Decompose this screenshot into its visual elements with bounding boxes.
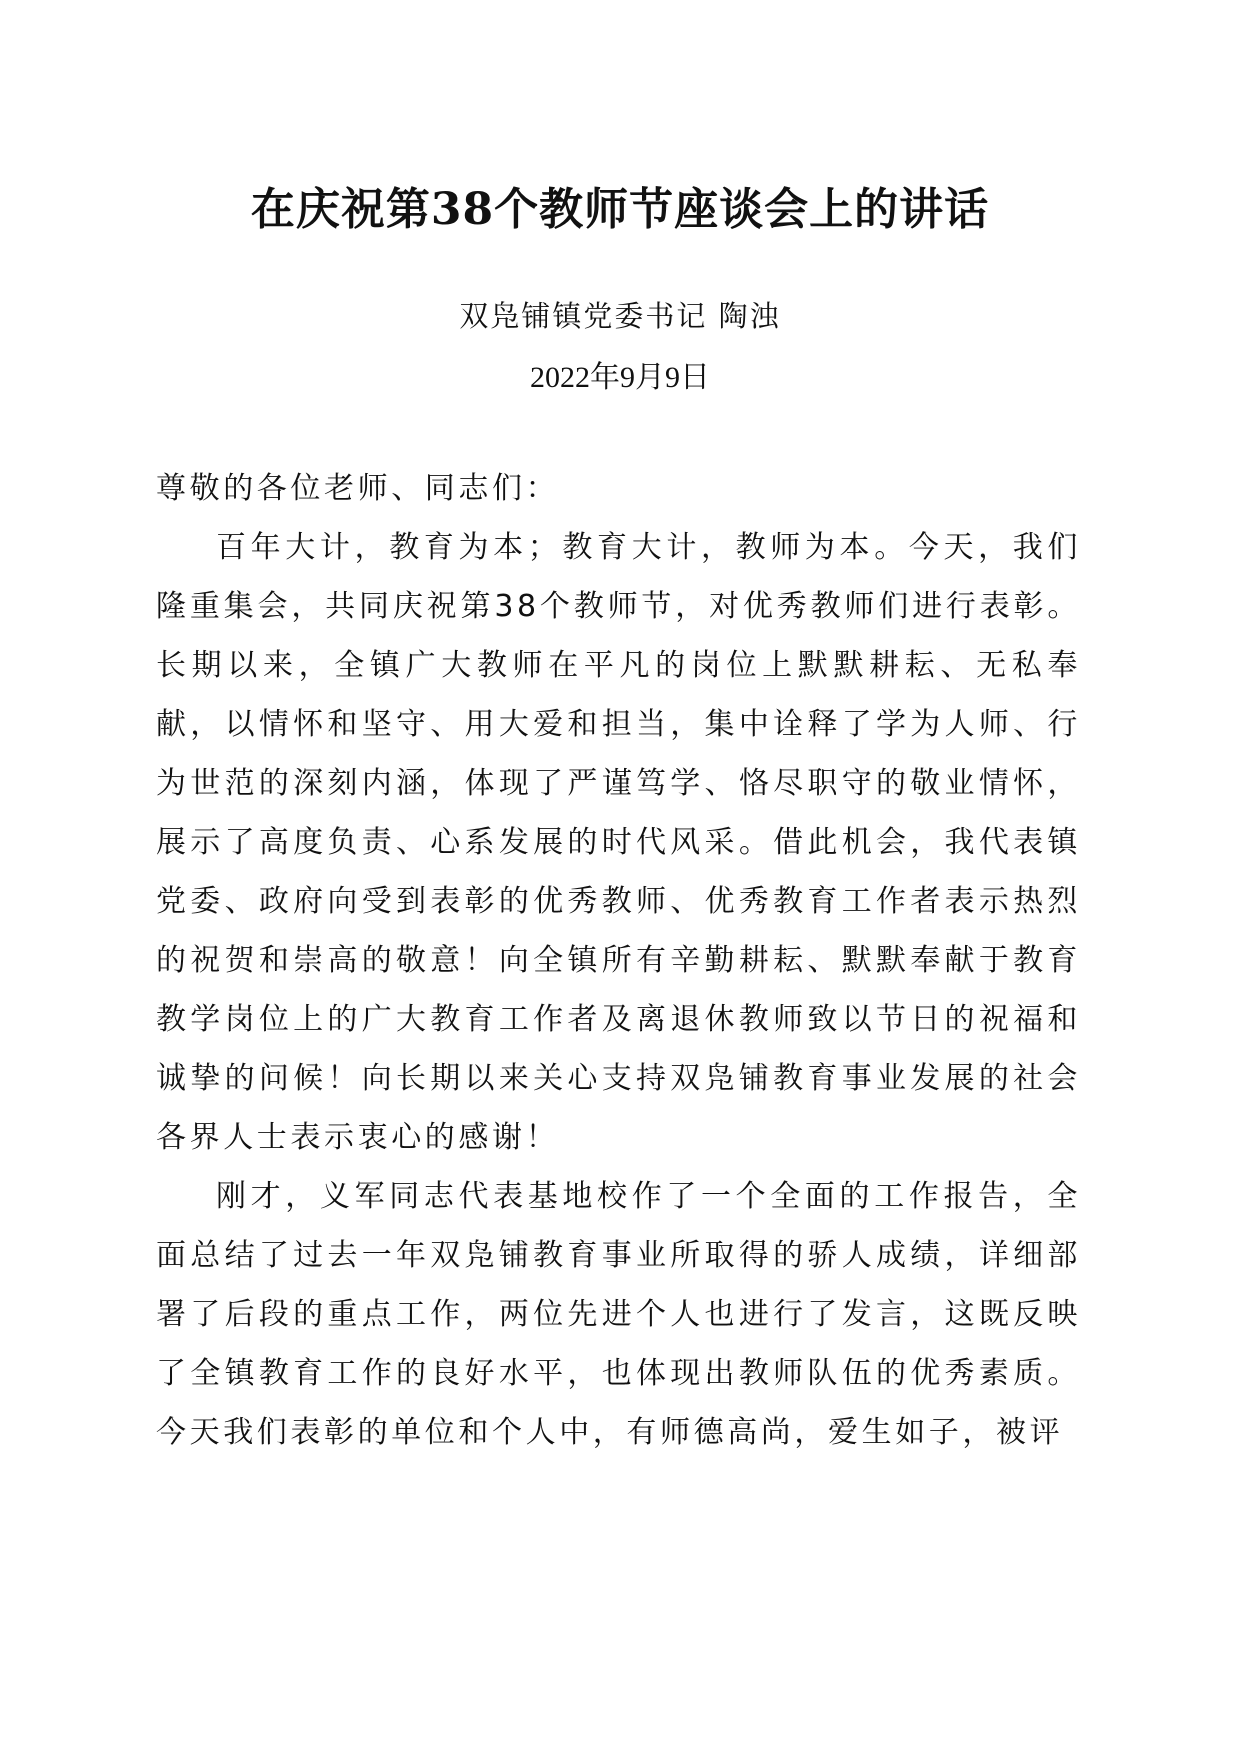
author-line: 双凫铺镇党委书记 陶浊 [459,299,781,333]
paragraph: 百年大计，教育为本；教育大计，教师为本。今天，我们隆重集会，共同庆祝第38个教师节，对优秀教师们进行表彰。长期以来，全镇广大教师在平凡的岗位上默默耕耘、无私奉献，以情怀和坚守、用大爱和担当，集中诠释了学为人师、行为世范的深刻内涵，体现了严谨笃学、恪尽职守的敬业情怀，展示了高度负责、心系发展的时代风采。借此机会，我代表镇党委、政府向受到表彰的优秀教师、优秀教育工作者表示热烈的祝贺和崇高的敬意！向全镇所有辛勤耕耘、默默奉献于教育教学岗位上的广大教育工作者及离退休教师致以节日的祝福和诚挚的问候！向长期以来关心支持双凫铺教育事业发展的社会各界人士表示衷心的感谢！ [156,530,1081,1155]
document-title: 在庆祝第38个教师节座谈会上的讲话 [250,184,990,235]
speech-body [156,459,1081,1462]
salutation: 尊敬的各位老师、同志们： [156,471,560,506]
paragraph: 刚才，义军同志代表基地校作了一个全面的工作报告，全面总结了过去一年双凫铺教育事业所取得的骄人成绩，详细部署了后段的重点工作，两位先进个人也进行了发言，这既反映了全镇教育工作的良好水平，也体现出教师队伍的优秀素质。今天我们表彰的单位和个人中，有师德高尚，爱生如子，被评 [156,1179,1081,1450]
speech-date: 2022年9月9日 [530,361,710,394]
